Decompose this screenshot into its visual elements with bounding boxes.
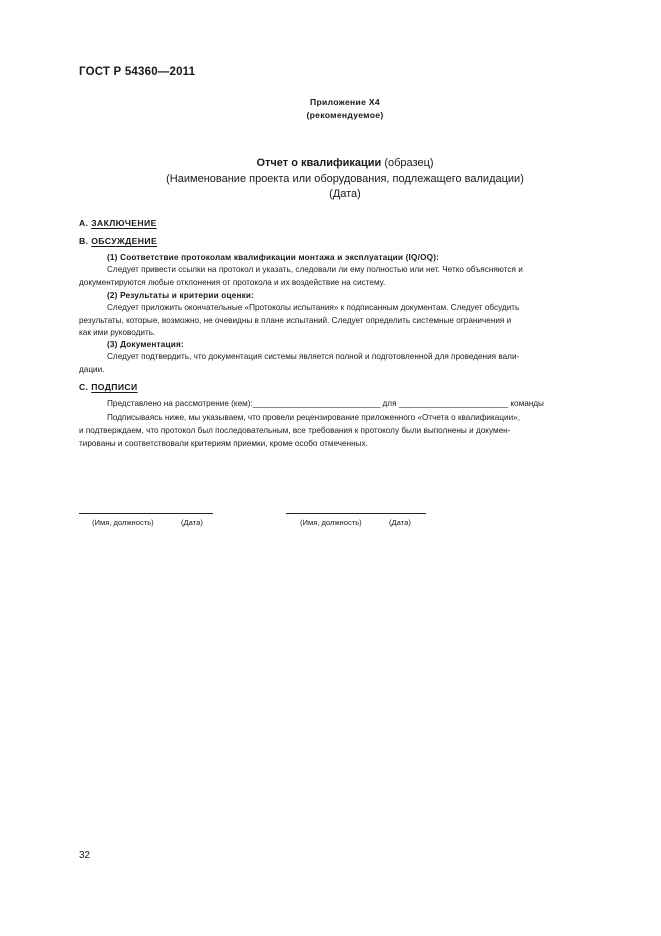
report-title-sample: (образец) (381, 157, 434, 169)
signature-line-2 (286, 513, 426, 514)
section-c-title: ПОДПИСИ (91, 382, 138, 392)
item-1-text-line-1: Следует привести ссылки на протокол и указать, следовали ли ему полностью или нет. Четко объясняются и (107, 265, 523, 274)
signature-1-name-caption: (Имя, должность) (92, 518, 154, 527)
item-2-text-line-2: результаты, которые, возможно, не очевидны в плане испытаний. Следует определить системные ограничения и (79, 316, 512, 325)
section-a-title: ЗАКЛЮЧЕНИЕ (91, 218, 157, 228)
item-2-heading: (2) Результаты и критерии оценки: (107, 291, 255, 300)
signature-2-name-caption: (Имя, должность) (300, 518, 362, 527)
page-number: 32 (79, 850, 91, 861)
section-b-heading (79, 236, 157, 246)
appendix-label: Приложение Х4 (309, 97, 380, 107)
item-3-heading: (3) Документация: (107, 340, 184, 349)
report-title-main: Отчет о квалификации (256, 157, 382, 169)
report-subtitle: (Наименование проекта или оборудования, подлежащего валидации) (166, 173, 524, 185)
section-b-letter: В. (79, 236, 89, 246)
item-3-text-line-1: Следует подтвердить, что документация системы является полной и подготовленной для проведения вали- (107, 352, 520, 361)
signature-1-date-caption: (Дата) (181, 518, 203, 527)
appendix-type: (рекомендуемое) (306, 110, 384, 120)
item-2-text-line-3: как ими руководить. (79, 328, 156, 337)
signoff-text-line-2: и подтверждаем, что протокол был последовательным, все требования к протоколу были выполнены и докумен- (79, 426, 511, 435)
section-c-letter: С. (79, 382, 89, 392)
report-date: (Дата) (329, 188, 361, 200)
section-a-letter: А. (79, 218, 89, 228)
item-2-text-line-1: Следует приложить окончательные «Протоколы испытания» к подписанным документам. Следует обсудить (107, 303, 520, 312)
submitted-by-line: Представлено на рассмотрение (кем):____________________________ для ________________________ команды (107, 399, 544, 408)
report-title (0, 157, 661, 169)
section-a-heading (79, 218, 157, 228)
item-3-text-line-2: дации. (79, 365, 105, 374)
signoff-text-line-3: тированы и соответствовали критериям приемки, кроме особо отмеченных. (79, 439, 368, 448)
signoff-text-line-1: Подписываясь ниже, мы указываем, что провели рецензирование приложенного «Отчета о квалификации», (107, 413, 520, 422)
item-1-heading: (1) Соответствие протоколам квалификации монтажа и эксплуатации (IQ/OQ): (107, 253, 440, 262)
section-c-heading (79, 382, 138, 392)
section-b-title: ОБСУЖДЕНИЕ (91, 236, 158, 246)
standard-number: ГОСТ Р 54360—2011 (79, 66, 196, 78)
signature-line-1 (79, 513, 213, 514)
signature-2-date-caption: (Дата) (389, 518, 411, 527)
item-1-text-line-2: документируются любые отклонения от протокола и их воздействие на систему. (79, 278, 386, 287)
